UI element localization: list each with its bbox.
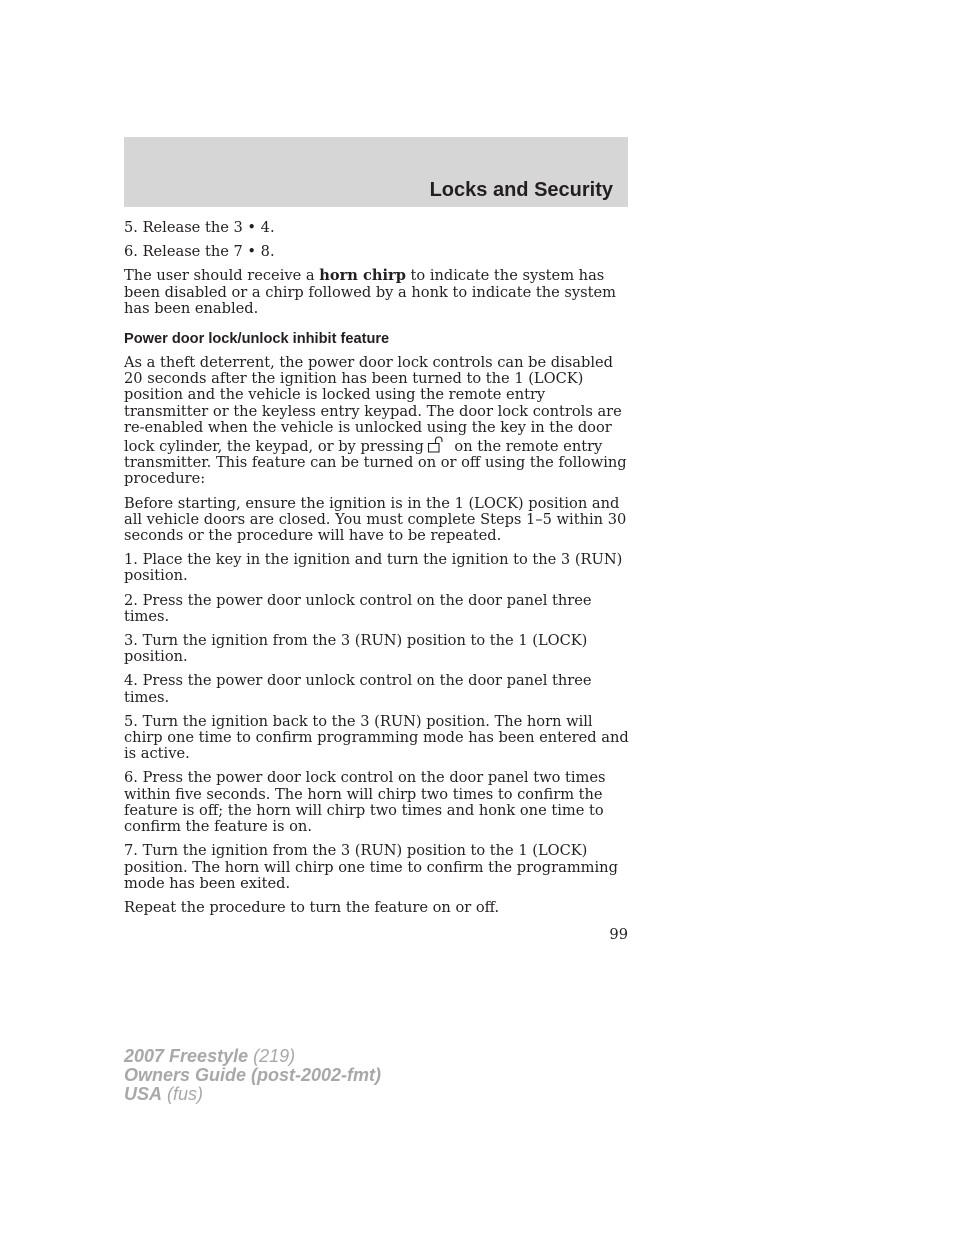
section-title: Locks and Security [429,179,613,201]
footer-model: 2007 Freestyle [124,1046,249,1066]
page-content [124,220,629,924]
footer-market: USA [124,1084,163,1104]
section-header-band [124,137,628,207]
procedure-step: 3. Turn the ignition from the 3 (RUN) position to the 1 (LOCK) position. [124,632,588,666]
procedure-step: 1. Place the key in the ignition and turn the ignition to the 3 (RUN) position. [124,551,623,585]
procedure-step: 2. Press the power door unlock control on the door panel three times. [124,591,592,625]
theft-deterrent-paragraph [124,355,629,488]
theft-text-after: on the remote entry transmitter. This feature can be turned on or off using the following procedure: [124,438,627,488]
before-starting-paragraph: Before starting, ensure the ignition is in the 1 (LOCK) position and all vehicle doors are closed. You must complete Steps 1–5 within 30 seconds or the procedure will have to be repeated. [124,494,627,545]
footer-model-code: (219) [248,1046,296,1066]
footer-line-1 [124,1047,381,1066]
procedure-step: 6. Press the power door lock control on the door panel two times within five seconds. The horn will chirp two times to confirm the feature is off; the horn will chirp two times and honk one time to confirm the feature is on. [124,769,606,836]
footer-line-3 [124,1085,381,1104]
step-release-7-8: 6. Release the 7 • 8. [124,243,275,261]
page-number: 99 [609,926,628,943]
horn-chirp-bold: horn chirp [319,267,406,285]
document-footer [124,1047,381,1104]
procedure-step: 4. Press the power door unlock control on the door panel three times. [124,672,592,706]
theft-text-before: As a theft deterrent, the power door lock controls can be disabled 20 seconds after the ignition has been turned to the 1 (LOCK) position and the vehicle is locked using the remote entry transmitter or the keyless entry keypad. The door lock controls are re-enabled when the vehicle is unlocked using the key in the door lock cylinder, the keypad, or by pressing [124,354,622,456]
footer-guide: Owners Guide (post-2002-fmt) [124,1065,382,1085]
repeat-paragraph: Repeat the procedure to turn the feature on or off. [124,898,500,916]
step-release-3-4: 5. Release the 3 • 4. [124,219,275,236]
footer-line-2 [124,1066,381,1085]
footer-market-code: (fus) [162,1084,204,1104]
horn-text-before: The user should receive a [124,267,320,285]
section-heading: Power door lock/unlock inhibit feature [124,331,390,348]
horn-chirp-paragraph [124,268,629,317]
procedure-step: 5. Turn the ignition back to the 3 (RUN) position. The horn will chirp one time to confirm programming mode has been entered and is active. [124,712,629,763]
unlock-icon [426,436,446,453]
horn-text-after: to indicate the system has been disabled or a chirp followed by a honk to indicate the system has been enabled. [124,267,616,317]
procedure-step: 7. Turn the ignition from the 3 (RUN) position to the 1 (LOCK) position. The horn will chirp one time to confirm the programming mode has been exited. [124,842,618,892]
